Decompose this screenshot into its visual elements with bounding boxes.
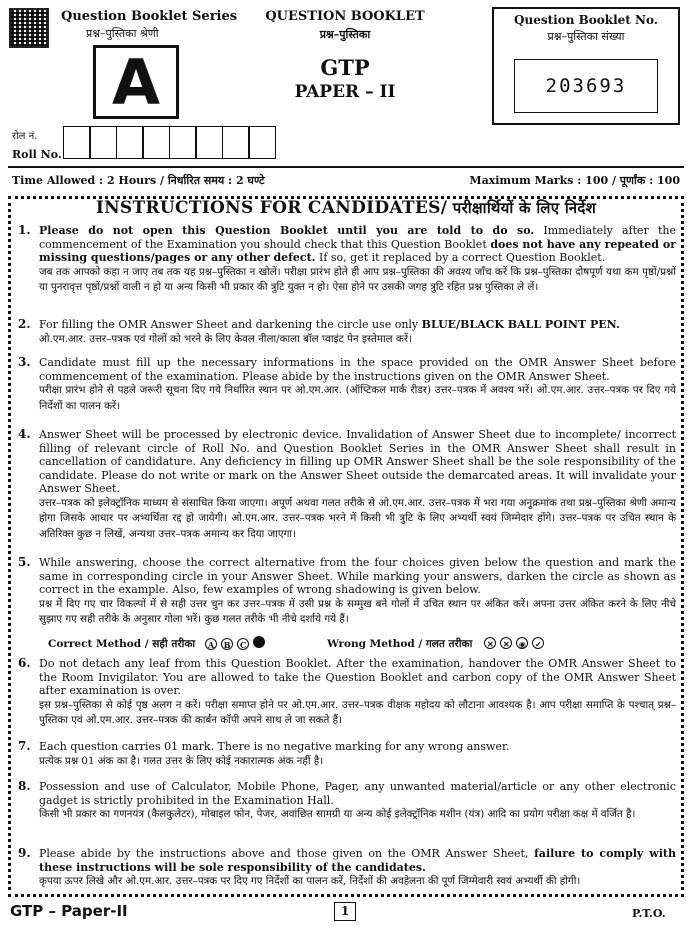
instruction-6: 6. Do not detach any leaf from this Question Booklet. After the examination, handover the OMR Answer Sheet to the Room Invigilator. You are allowed to take the Question Booklet and carbon copy of the OMR Answer Sheet after examination is over. इस प्रश्न–पुस्तिका से कोई पृष्ठ अलग न करें। परीक्षा समाप्त होने पर ओ.एम.आर. उत्तर–पत्रक वीक्षक महोदय को लौटाना आवश्यक है। आप परीक्षा समाप्ति के पश्चात् प्रश्न–पुस्तिका एवं ओ.एम.आर. उत्तर–पत्रक की कार्बन कॉपी अपने साथ ले जा सकते हैं। bbox=[18, 656, 676, 727]
booklet-no-label: Question Booklet No. bbox=[514, 13, 658, 27]
correct-circle-b: B bbox=[221, 638, 233, 650]
wrong-method-label: Wrong Method / गलत तरीका bbox=[327, 637, 473, 650]
correct-circle-a: A bbox=[205, 638, 217, 650]
instruction-5: 5. While answering, choose the correct alternative from the four choices given below the question and mark the same in corresponding circle in your Answer Sheet. While marking your answers, darken the circle as shown as correct in the example. Also, few examples of wrong shadowing is given below. प्रश्न में दिए गए चार विकल्पों में से सही उत्तर चुन कर उत्तर–पत्रक में उसी प्रश्न के सम्मुख बने गोलों में उचित स्थान पर अंकित करें। अपना उत्तर अंकित करने के लिए नीचे सुझाए गए सही तरीके के अनुसार गोला भरें। कुछ गलत तरीके भी नीचे दर्शाये गये हैं। bbox=[18, 555, 676, 626]
booklet-number-box bbox=[492, 7, 680, 125]
roll-label: Roll No. bbox=[12, 148, 62, 161]
booklet-no-label-hindi: प्रश्न–पुस्तिका संख्या bbox=[547, 30, 625, 43]
footer-paper-label: GTP – Paper-II bbox=[10, 902, 128, 920]
booklet-label-hindi: प्रश्न–पुस्तिका bbox=[319, 28, 371, 41]
paper-number: PAPER – II bbox=[294, 82, 396, 102]
instruction-7: 7. Each question carries 01 mark. There is no negative marking for any wrong answer. प्रत्येक प्रश्न 01 अंक का है। गलत उत्तर के लिए कोई नकारात्मक अंक नहीं है। bbox=[18, 739, 510, 767]
roll-number-grid[interactable] bbox=[64, 126, 276, 159]
instructions-title: INSTRUCTIONS FOR CANDIDATES/ परीक्षार्थियों के लिए निर्देश bbox=[95, 198, 597, 218]
wrong-circle-tick: ✓ bbox=[532, 637, 544, 649]
shading-methods bbox=[48, 636, 668, 651]
maximum-marks: Maximum Marks : 100 / पूर्णांक : 100 bbox=[469, 174, 680, 187]
booklet-number: 203693 bbox=[514, 59, 658, 113]
correct-circle-c: C bbox=[237, 638, 249, 650]
page-number: 1 bbox=[334, 902, 356, 921]
series-label-hindi: प्रश्न–पुस्तिका श्रेणी bbox=[86, 27, 159, 40]
instruction-3: 3. Candidate must fill up the necessary informations in the space provided on the OMR Answer Sheet before commencement of the examination. Please abide by the instructions given on the OMR Answer Sheet. परीक्षा प्रारंभ होने से पहले जरूरी सूचना दिए गये निर्धारित स्थान पर ओ.एम.आर. (ऑप्टिकल मार्क रीडर) उत्तर–पत्रक में अवश्य भरें। ओ.एम.आर. उत्तर–पत्रक पर दिए गये निर्देशों का पालन करें। bbox=[18, 355, 676, 412]
instruction-4: 4. Answer Sheet will be processed by electronic device. Invalidation of Answer Sheet due to incomplete/ incorrect filling of relevant circle of Roll No. and Question Booklet Series in the OMR Answer Sheet shall result in cancellation of candidature. Any deficiency in filling up OMR Answer Sheet shall be the sole responsibility of the candidate. Please do not write or mark on the Answer Sheet outside the demarcated areas. It will invalidate your Answer Sheet. उत्तर–पत्रक को इलेक्ट्रॉनिक माध्यम से संसाधित किया जाएगा। अपूर्ण अथवा गलत तरीके से ओ.एम.आर. उत्तर–पत्रक में भरा गया अनुक्रमांक तथा प्रश्न–पुस्तिका श्रेणी अमान्य होगा जिसके आधार पर अभ्यर्थिता रद्द हो जायेगी। ओ.एम.आर. उत्तर–पत्रक भरने में किसी भी त्रुटि के लिए अभ्यर्थी स्वयं जिम्मेदार होंगे। उत्तर–पत्रक पर उचित स्थान के अतिरिक्त कुछ न लिखें, अन्यथा उत्तर–पत्रक अमान्य कर दिया जाएगा। bbox=[18, 427, 676, 540]
instruction-8: 8. Possession and use of Calculator, Mobile Phone, Pager, any unwanted material/article or any other electronic gadget is strictly prohibited in the Examination Hall. किसी भी प्रकार का गणनयंत्र (कैलकुलेटर), मोबाइल फोन, पेजर, अवांछित सामग्री या अन्य कोई इलेक्ट्रॉनिक मशीन (यंत्र) आदि का प्रयोग परीक्षा कक्ष में वर्जित है। bbox=[18, 779, 676, 821]
wrong-circle-cross: ✕ bbox=[484, 637, 496, 649]
instruction-2: 2. For filling the OMR Answer Sheet and darkening the circle use only BLUE/BLACK BALL POINT PEN. ओ.एम.आर. उत्तर–पत्रक एवं गोलों को भरने के लिए केवल नीला/काला बॉल प्वाइंट पेन इस्तेमाल करें। bbox=[18, 317, 620, 345]
series-label: Question Booklet Series bbox=[61, 9, 238, 24]
instruction-1: 1. Please do not open this Question Booklet until you are told to do so. Immediately after the commencement of the Examination you should check that this Question Booklet does not have any repeated or missing questions/pages or any other defect. If so, get it replaced by a correct Question Booklet. जब तक आपको कहा न जाए तब तक यह प्रश्न–पुस्तिका न खोलें। परीक्षा प्रारंभ होते ही आप प्रश्न–पुस्तिका की अवश्य जाँच करें कि प्रश्न–पुस्तिका दोषपूर्ण यथा कम पृष्ठों/प्रश्नों या पुनरावृत्त पृष्ठों/प्रश्नों वाली न हो या अन्य किसी भी प्रकार की त्रुटि युक्त न हो। ऐसा होने पर उसकी जगह त्रुटि रहित प्रश्न पुस्तिका ले लें। bbox=[18, 223, 676, 294]
subject-code: GTP bbox=[320, 55, 370, 80]
time-allowed: Time Allowed : 2 Hours / निर्धारित समय : 2 घण्टे bbox=[12, 174, 265, 187]
instruction-9: 9. Please abide by the instructions above and those given on the OMR Answer Sheet, failure to comply with these instructions will be sole responsibility of the candidates. कृपया ऊपर लिखे और ओ.एम.आर. उत्तर–पत्रक पर दिए गए निर्देशों का पालन करें, निर्देशों की अवहेलना की पूर्ण जिम्मेवारी स्वयं अभ्यर्थी की होगी। bbox=[18, 846, 676, 888]
wrong-circle-dot: ◉ bbox=[516, 637, 528, 649]
pto-label: P.T.O. bbox=[632, 907, 666, 920]
correct-circle-filled bbox=[253, 636, 265, 648]
qr-code bbox=[9, 8, 49, 48]
booklet-label: QUESTION BOOKLET bbox=[265, 9, 425, 24]
wrong-circle-cross-2: ✕ bbox=[500, 637, 512, 649]
correct-method-label: Correct Method / सही तरीका bbox=[48, 637, 196, 650]
divider bbox=[8, 166, 684, 168]
roll-label-hindi: रोल नं. bbox=[12, 131, 38, 142]
series-letter-box: A bbox=[93, 45, 179, 119]
